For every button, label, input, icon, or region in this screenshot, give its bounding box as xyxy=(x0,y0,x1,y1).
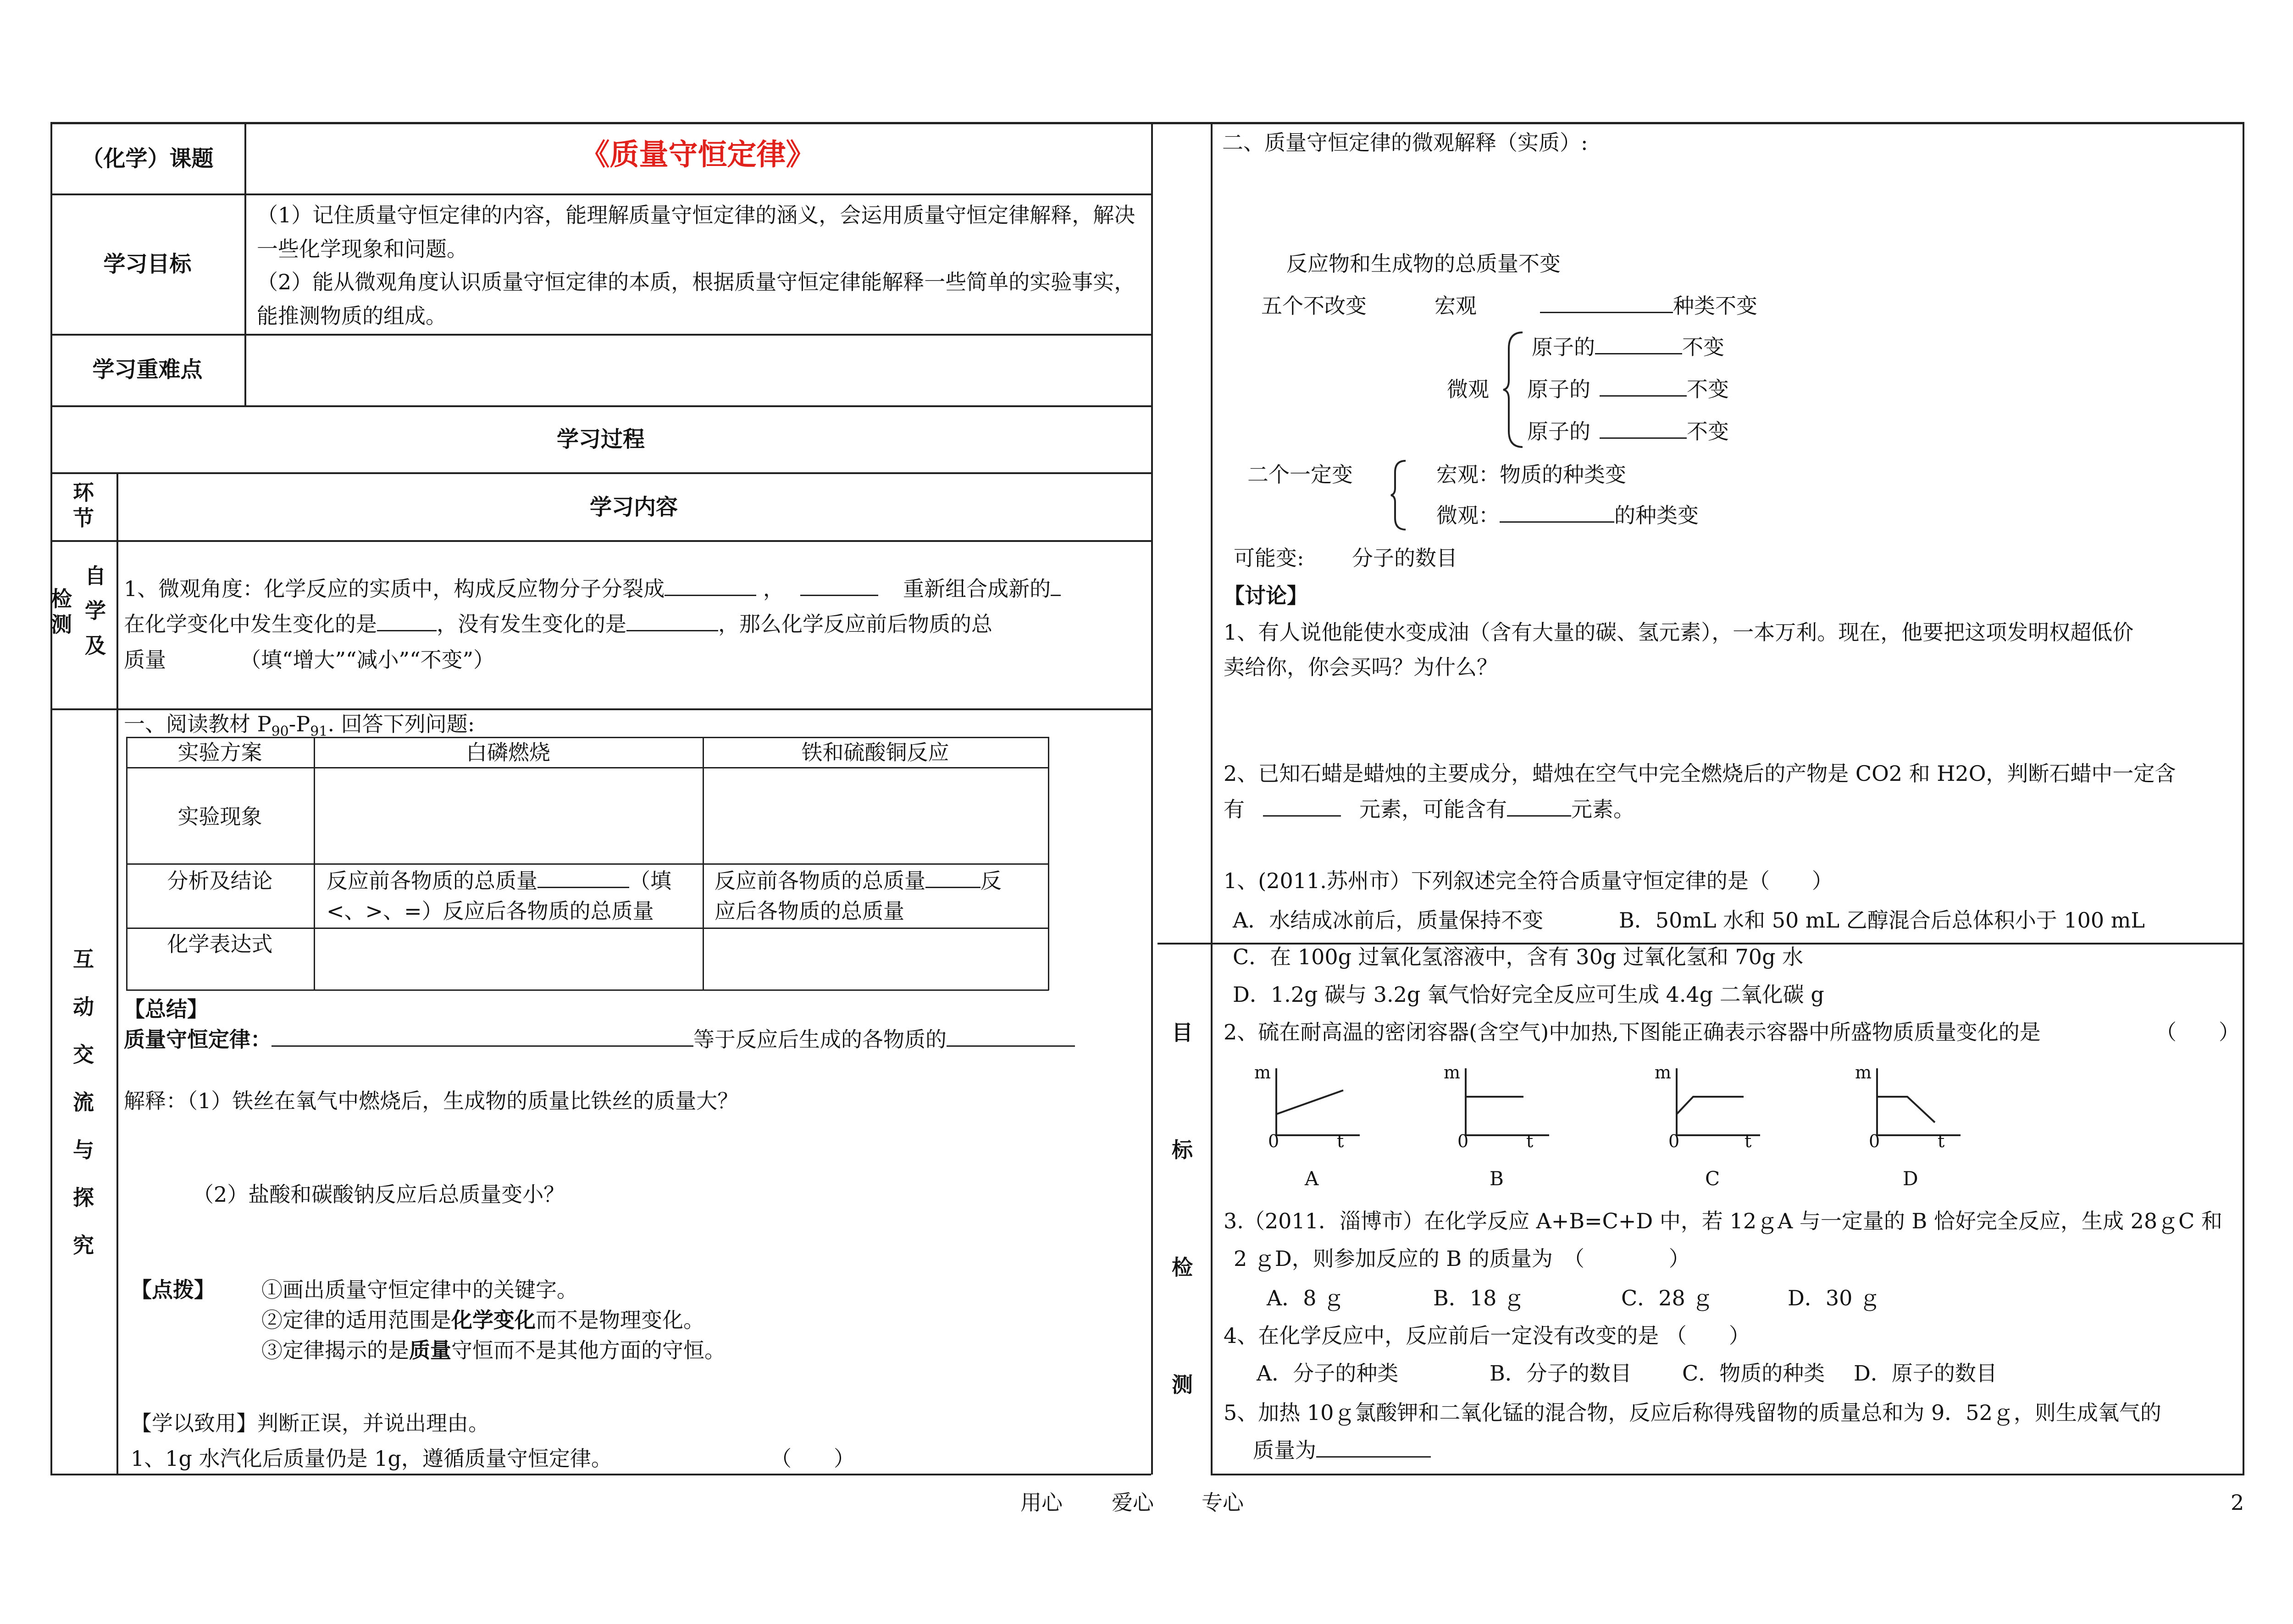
tip-3-b: 质量 xyxy=(409,1338,451,1363)
graph-c-0: 0 xyxy=(1668,1131,1680,1151)
law-label: 质量守恒定律： xyxy=(124,1027,271,1052)
d2-blank-1 xyxy=(1263,797,1341,817)
d2-blank-2 xyxy=(1507,797,1571,817)
kind-unchanged: 种类不变 xyxy=(1673,293,1757,318)
exp-line-2 xyxy=(126,863,1049,865)
q1-line-1 xyxy=(124,575,1061,602)
atom-blank-2 xyxy=(1600,377,1687,397)
graph-d-0: 0 xyxy=(1869,1131,1880,1151)
exp-r2-c2-blank xyxy=(537,868,629,888)
section-col-label: 环节 xyxy=(73,480,94,530)
atom-blank-1 xyxy=(1595,335,1682,354)
graph-d-m: m xyxy=(1855,1062,1872,1083)
q1-blank-3 xyxy=(1051,576,1061,596)
micro-change-b: 的种类变 xyxy=(1614,503,1699,528)
graph-d[interactable] xyxy=(1855,1059,1965,1192)
explain-2: （2）盐酸和碳酸钠反应后总质量变小？ xyxy=(193,1182,565,1207)
graph-b-0: 0 xyxy=(1457,1131,1469,1151)
law-mid: 等于反应后生成的各物质的 xyxy=(693,1027,947,1052)
right-left-border xyxy=(1211,122,1213,1475)
t4: 4、在化学反应中，反应前后一定没有改变的是 （ ） xyxy=(1224,1323,1750,1348)
micro-change-line xyxy=(1436,502,1699,529)
target-label: 目标检测 xyxy=(1172,1020,1193,1397)
row-line-2 xyxy=(50,334,1151,336)
graph-a[interactable] xyxy=(1254,1059,1364,1192)
t3-a: A．8 ｇ xyxy=(1267,1286,1345,1310)
macro-label: 宏观 xyxy=(1435,293,1477,318)
q1-blank-5 xyxy=(626,612,718,631)
goal-1: （1）记住质量守恒定律的内容，能理解质量守恒定律的涵义，会运用质量守恒定律解释，解决一些化学现象和问题。 xyxy=(257,203,1135,261)
tip-2 xyxy=(261,1307,704,1333)
exp-r3: 化学表达式 xyxy=(167,932,273,956)
q1-line2-b: ，没有发生变化的是 xyxy=(437,612,626,636)
t2-paren: （ ） xyxy=(2155,1020,2240,1044)
exp-col-2 xyxy=(703,737,704,990)
atom-blank-3 xyxy=(1600,419,1687,439)
summary-label: 【总结】 xyxy=(124,997,208,1022)
d1-line-1: 1、有人说他能使水变成油（含有大量的碳、氢元素），一本万利。现在，他要把这项发明权超低价 xyxy=(1224,620,2134,645)
graph-b-plot xyxy=(1464,1068,1551,1137)
t1-d: D．1.2g 碳与 3.2g 氧气恰好完全反应可生成 4.4g 二氧化碳 g xyxy=(1233,982,1824,1007)
exp-r2-c3-blank xyxy=(925,868,980,888)
graph-c[interactable] xyxy=(1655,1059,1765,1192)
t3-b: B．18 ｇ xyxy=(1433,1286,1524,1310)
read-dash: -P xyxy=(288,712,310,736)
t4-b: B．分子的数目 xyxy=(1490,1361,1632,1386)
t2: 2、硫在耐高温的密闭容器(含空气)中加热,下图能正确表示容器中所盛物质质量变化的是 xyxy=(1224,1020,2041,1044)
self-study-label-a: 检测 xyxy=(51,586,72,637)
q1-blank-4 xyxy=(377,612,437,631)
t5-line-2 xyxy=(1253,1437,1431,1464)
t5-blank xyxy=(1316,1438,1431,1458)
micro-change-blank xyxy=(1500,503,1614,523)
micro-label: 微观 xyxy=(1447,377,1489,402)
q1-line-2 xyxy=(124,611,992,637)
exp-r2-c3-line1 xyxy=(714,867,1002,894)
tip-2-a: ②定律的适用范围是 xyxy=(261,1308,451,1332)
tip-2-c: 而不是物理变化。 xyxy=(536,1308,704,1332)
t1-a: A．水结成冰前后，质量保持不变 xyxy=(1233,908,1544,933)
apply-1-paren: （ ） xyxy=(770,1446,855,1471)
process-label: 学习过程 xyxy=(556,426,645,452)
micro-title: 二、质量守恒定律的微观解释（实质）: xyxy=(1222,130,1588,155)
micro-change-a: 微观： xyxy=(1436,503,1500,528)
t1-c: C．在 100g 过氧化氢溶液中，含有 30g 过氧化氢和 70g 水 xyxy=(1233,945,1804,969)
tip-3-c: 守恒而不是其他方面的守恒。 xyxy=(451,1338,726,1363)
exp-col-3 xyxy=(1048,737,1049,990)
graph-b-t: t xyxy=(1526,1131,1534,1151)
q1-blank-1 xyxy=(665,576,756,596)
t4-d: D．原子的数目 xyxy=(1854,1361,1997,1386)
kind-blank xyxy=(1540,293,1673,313)
d2-line2-c: 元素。 xyxy=(1571,797,1634,822)
read-rest: . 回答下列问题: xyxy=(327,712,475,736)
tip-2-b: 化学变化 xyxy=(451,1308,536,1332)
atom-line-3 xyxy=(1527,418,1729,445)
d2-line2-b: 元素，可能含有 xyxy=(1359,797,1507,822)
q1-line2-a: 在化学变化中发生变化的是 xyxy=(124,612,377,636)
atom-2: 原子的 xyxy=(1527,377,1590,402)
row-line-1 xyxy=(50,193,1151,195)
footer-page-number: 2 xyxy=(2231,1490,2244,1515)
exp-h2: 白磷燃烧 xyxy=(466,740,550,765)
kind-unchanged-line xyxy=(1540,293,1757,319)
graph-d-label: D xyxy=(1903,1167,1918,1190)
left-outer-border xyxy=(50,122,52,1475)
graph-b-label: B xyxy=(1490,1167,1504,1190)
t1: 1、(2011.苏州市）下列叙述完全符合质量守恒定律的是（ ） xyxy=(1224,868,1833,893)
two-change: 二个一定变 xyxy=(1247,462,1353,487)
exp-line-top xyxy=(126,737,1049,738)
exp-line-1 xyxy=(126,767,1049,768)
lesson-title: 《质量守恒定律》 xyxy=(580,138,815,172)
d2-line2-a: 有 xyxy=(1224,797,1245,822)
graph-c-t: t xyxy=(1745,1131,1752,1151)
graph-a-t: t xyxy=(1337,1131,1344,1151)
graph-c-plot xyxy=(1675,1068,1762,1137)
law-blank-2 xyxy=(947,1027,1075,1047)
goals-label: 学习目标 xyxy=(103,251,192,277)
right-outer-border xyxy=(2243,122,2244,1475)
d2-line-1: 2、已知石蜡是蜡烛的主要成分，蜡烛在空气中完全燃烧后的产物是 CO2 和 H2O，判断石蜡中一定含 xyxy=(1224,761,2176,786)
not-change-1: 不变 xyxy=(1682,335,1724,359)
read-p2: 91 xyxy=(310,724,328,740)
graph-d-plot xyxy=(1875,1068,1962,1137)
discuss-label: 【讨论】 xyxy=(1224,583,1308,608)
exp-h3: 铁和硫酸铜反应 xyxy=(801,740,949,765)
left-bottom-border xyxy=(50,1474,1151,1475)
footer-motto-2: 爱心 xyxy=(1112,1490,1154,1515)
t4-a: A．分子的种类 xyxy=(1257,1361,1399,1386)
q1-line1-c: 重新组合成新的 xyxy=(903,576,1051,601)
tip-3-a: ③定律揭示的是 xyxy=(261,1338,409,1363)
left-right-border xyxy=(1151,122,1153,1475)
graph-b[interactable] xyxy=(1444,1059,1554,1192)
key-points-label: 学习重难点 xyxy=(92,357,203,382)
content-col-label: 学习内容 xyxy=(589,494,678,520)
graph-b-m: m xyxy=(1444,1062,1461,1083)
row-line-3 xyxy=(50,405,1151,407)
t1-b: B．50mL 水和 50 mL 乙醇混合后总体积小于 100 mL xyxy=(1619,908,2145,933)
exp-r2-c3-a: 反应前各物质的总质量 xyxy=(714,868,925,893)
exp-col-1 xyxy=(314,737,315,990)
q1-line-3: 质量 （填“增大”“减小”“不变”） xyxy=(124,647,495,672)
t3-c: C．28 ｇ xyxy=(1621,1286,1713,1310)
tip-1: ①画出质量守恒定律中的关键字。 xyxy=(261,1277,578,1302)
atom-3: 原子的 xyxy=(1527,419,1590,444)
row-line-5 xyxy=(50,540,1151,542)
section-col-divider xyxy=(116,472,118,1475)
top-border xyxy=(50,122,2243,124)
total-mass: 反应物和生成物的总质量不变 xyxy=(1286,251,1561,276)
exp-r2: 分析及结论 xyxy=(167,868,273,893)
exp-h1: 实验方案 xyxy=(177,740,262,765)
t3-line-1: 3.（2011．淄博市）在化学反应 A+B=C+D 中，若 12ｇA 与一定量的 B 恰好完全反应，生成 28ｇC 和 xyxy=(1224,1209,2222,1233)
q1-line1-a: 1、微观角度：化学反应的实质中，构成反应物分子分裂成 xyxy=(124,576,665,601)
apply-1: 1、1g 水汽化后质量仍是 1g，遵循质量守恒定律。 xyxy=(131,1446,612,1471)
explain-1: 解释：（1）铁丝在氧气中燃烧后，生成物的质量比铁丝的质量大？ xyxy=(124,1088,739,1113)
row-line-4 xyxy=(50,472,1151,474)
graph-c-m: m xyxy=(1655,1062,1672,1083)
not-change-2: 不变 xyxy=(1687,377,1729,402)
graph-a-plot xyxy=(1274,1068,1362,1137)
macro-change: 宏观：物质的种类变 xyxy=(1436,462,1626,487)
graph-a-m: m xyxy=(1254,1062,1271,1083)
apply-label: 【学以致用】判断正误，并说出理由。 xyxy=(131,1411,489,1436)
d2-line-2 xyxy=(1224,796,1634,823)
t4-c: C．物质的种类 xyxy=(1682,1361,1825,1386)
footer-motto-1: 用心 xyxy=(1020,1490,1063,1515)
tip-3 xyxy=(261,1337,726,1364)
interact-label: 互动交流与探究 xyxy=(73,947,94,1258)
t5-line2: 质量为 xyxy=(1253,1438,1316,1463)
subject-label: （化学）课题 xyxy=(81,146,214,171)
t5-line-1: 5、加热 10ｇ氯酸钾和二氧化锰的混合物，反应后称得残留物的质量总和为 9．52ｇ，则生成氧气的 xyxy=(1224,1400,2161,1425)
atom-1: 原子的 xyxy=(1532,335,1595,359)
footer-motto-3: 专心 xyxy=(1202,1490,1244,1515)
q1-line1-b: ， xyxy=(763,576,784,601)
q1-line2-c: ，那么化学反应前后物质的总 xyxy=(718,612,992,636)
two-change-brace-icon xyxy=(1390,458,1408,532)
graph-a-0: 0 xyxy=(1268,1131,1279,1151)
t3-d: D．30 ｇ xyxy=(1788,1286,1881,1310)
atom-line-1 xyxy=(1532,334,1724,360)
graph-c-label: C xyxy=(1705,1167,1720,1190)
graph-d-t: t xyxy=(1938,1131,1945,1151)
law-line xyxy=(124,1026,1075,1053)
exp-line-bottom xyxy=(126,989,1049,991)
may-change: 可能变: xyxy=(1234,546,1304,570)
exp-r2-c2-c: <、>、=）反应后各物质的总质量 xyxy=(327,899,654,923)
exp-r2-c2-b: （填 xyxy=(629,868,671,893)
exp-r2-c2-a: 反应前各物质的总质量 xyxy=(327,868,537,893)
graph-a-label: A xyxy=(1305,1167,1319,1190)
exp-r1: 实验现象 xyxy=(177,804,262,829)
five-unchanged: 五个不改变 xyxy=(1261,293,1367,318)
q1-blank-2 xyxy=(800,576,878,596)
self-study-label-b: 自学及 xyxy=(85,563,106,658)
exp-r2-c3-b: 反 xyxy=(980,868,1002,893)
read-p1: 90 xyxy=(271,724,289,740)
micro-brace-icon xyxy=(1502,330,1525,449)
read-intro-text: 一、阅读教材 P xyxy=(124,712,271,736)
not-change-3: 不变 xyxy=(1687,419,1729,444)
exp-r2-c3-c: 应后各物质的总质量 xyxy=(714,899,904,923)
atom-line-2 xyxy=(1527,376,1729,403)
exp-r2-c2-line1 xyxy=(327,867,671,894)
right-bottom-border xyxy=(1211,1474,2244,1475)
t3-line-2: 2 ｇD，则参加反应的 B 的质量为 （ ） xyxy=(1234,1246,1690,1271)
tips-label: 【点拨】 xyxy=(131,1277,215,1302)
may-change-item: 分子的数目 xyxy=(1352,546,1457,570)
row-line-6 xyxy=(50,708,1151,710)
law-blank-1 xyxy=(271,1027,693,1047)
goal-2: （2）能从微观角度认识质量守恒定律的本质，根据质量守恒定律能解释一些简单的实验事实，能推测物质的组成。 xyxy=(257,270,1135,328)
exp-line-3 xyxy=(126,928,1049,929)
d1-line-2: 卖给你，你会买吗？为什么？ xyxy=(1224,655,1498,679)
